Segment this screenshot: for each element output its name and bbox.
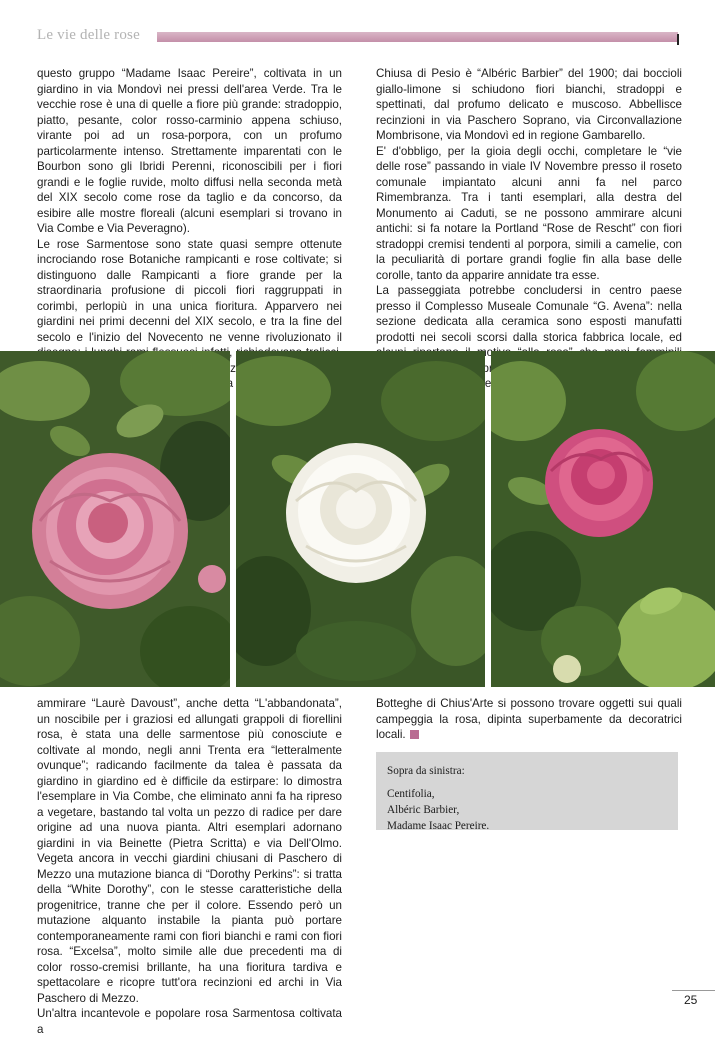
paragraph: questo gruppo “Madame Isaac Pereire”, coltivata in un giardino in via Mondovì nei pressi dell'area Verde. Tra le vecchie rose è una di quelle a fiore più grande: stradoppio, piatto, pesante, color rosso-carminio appena schiuso, virante poi ad un rosa-porpora, con un profumo particolarmente intenso. Strettamente imparentati con le Bourbon sono gli Ibridi Perenni, riconoscibili per i fiori grandi e le foglie ruvide, molto diffusi nella seconda metà del XIX secolo come rose da taglio e da concorso, da esibire alle mostre floreali (alcuni esemplari si trovano in Via Combe e Via Peveragno). (37, 67, 342, 235)
photo-centifolia (0, 351, 230, 687)
text-column-bottom-left (37, 696, 342, 1037)
caption-item: Centifolia, (387, 788, 435, 800)
caption-heading: Sopra da sinistra: (387, 765, 465, 777)
page-number: 25 (684, 993, 698, 1007)
paragraph: E' d'obbligo, per la gioia degli occhi, completare le “vie delle rose” passando in viale IV Novembre presso il roseto comunale impiantato alcuni anni fa nel parco Rimembranza. Tra i tanti esemplari, alla destra del Monumento ai Caduti, se ne possono ammirare alcuni antichi: si fa notare la Portland “Rose de Rescht” con fiori stradoppi cremisi tendenti al porpora, simili a camelie, con la peculiarità di portare grandi foglie fin alla base delle corolle, tanto da apparire annidate tra esse. (376, 144, 682, 282)
header-bar-end (677, 34, 679, 45)
photo-madame-isaac-pereire (491, 351, 715, 687)
photo-caption (376, 752, 678, 830)
text-column-bottom-right (376, 696, 682, 743)
running-title: Le vie delle rose (37, 27, 140, 43)
header-bar (157, 32, 678, 42)
paragraph: Un'altra incantevole e popolare rosa Sarmentosa coltivata a (37, 1007, 342, 1036)
caption-item: Madame Isaac Pereire. (387, 820, 490, 832)
text-column-top-right (376, 66, 682, 392)
paragraph: Chiusa di Pesio è “Albéric Barbier” del 1900; dai boccioli giallo-limone si schiudono fiori bianchi, stradoppi e spettinati, dal profumo delicato e muscoso. Abbellisce recinzioni in via Paschero Soprano, via Circonvallazione Mombrisone, via Mondovì ed in regione Gambarello. (376, 67, 682, 142)
caption-item: Albéric Barbier, (387, 804, 460, 816)
paragraph: La passeggiata potrebbe concludersi in centro paese presso il Complesso Museale Comunale “G. Avena”: nella sezione dedicata alla ceramica sono esposti manufatti prodotti nei secoli scorsi dalla storica fabbrica locale, ed interpretare (376, 284, 682, 375)
paragraph: Le rose Sarmentose sono state quasi sempre ottenute incrociando rose Botaniche rampicanti e rose coltivate; si distinguono dalle Rampicanti a fiore grande per la straordinaria profusione di piccoli fiori raggruppati in corimbi, perlopiù in una unica fioritura. Apparvero nei giardini nei primi decenni del XIX secolo, e tra la fine del secolo e l'inizio del Novecento ne venne rivoluzionato il (37, 237, 342, 344)
footer-rule (672, 990, 715, 991)
closing-paragraph-text: Botteghe di Chius'Arte si possono trovare oggetti sui quali campeggia la rosa, dipinta superbamente da decoratrici locali. (376, 697, 682, 741)
end-of-article-icon (410, 730, 419, 739)
paragraph: ammirare “Laurè Davoust”, anche detta “L'abbandonata”, un noscibile per i graziosi ed allungati grappoli di fiorellini rosa, è stata una delle sarmentose più conosciute e coltivate al mondo, negli anni Trenta era “letteralmente ovunque”; radicando facilmente da talea è passata da giardino in giardino ed è difficile da estirpare: lo dimostra l'esemplare in Via Combe, che eliminato anni fa ha ripreso a vegetare, bastando tal volta un pezzo di radice per dare origine ad una nuova pianta. Altri esemplari adornano giardini in via Beinette (Pietra Scritta) e via Dell'Olmo. Vegeta ancora in vecchi giardini chiusani di Paschero di Mezzo una mutazione bianca di “Dorothy Perkins”: si tratta della “White Dorothy”, con le stesse caratteristiche della progenitrice, tranne che per il colore. Essendo però un mutazione alquanto instabile la pianta può portare contemporaneamente rami con fiori bianchi e rami con fiori rosa. “Excelsa”, molto simile alle due precedenti ma di color rosso-cremisi brillante, ha una fioritura tardiva e spettacolare e ricopre tutt'ora recinzioni ed archi in Via Paschero di Mezzo. (37, 697, 342, 1005)
photo-alberic-barbier (236, 351, 485, 687)
paragraph (376, 696, 682, 743)
